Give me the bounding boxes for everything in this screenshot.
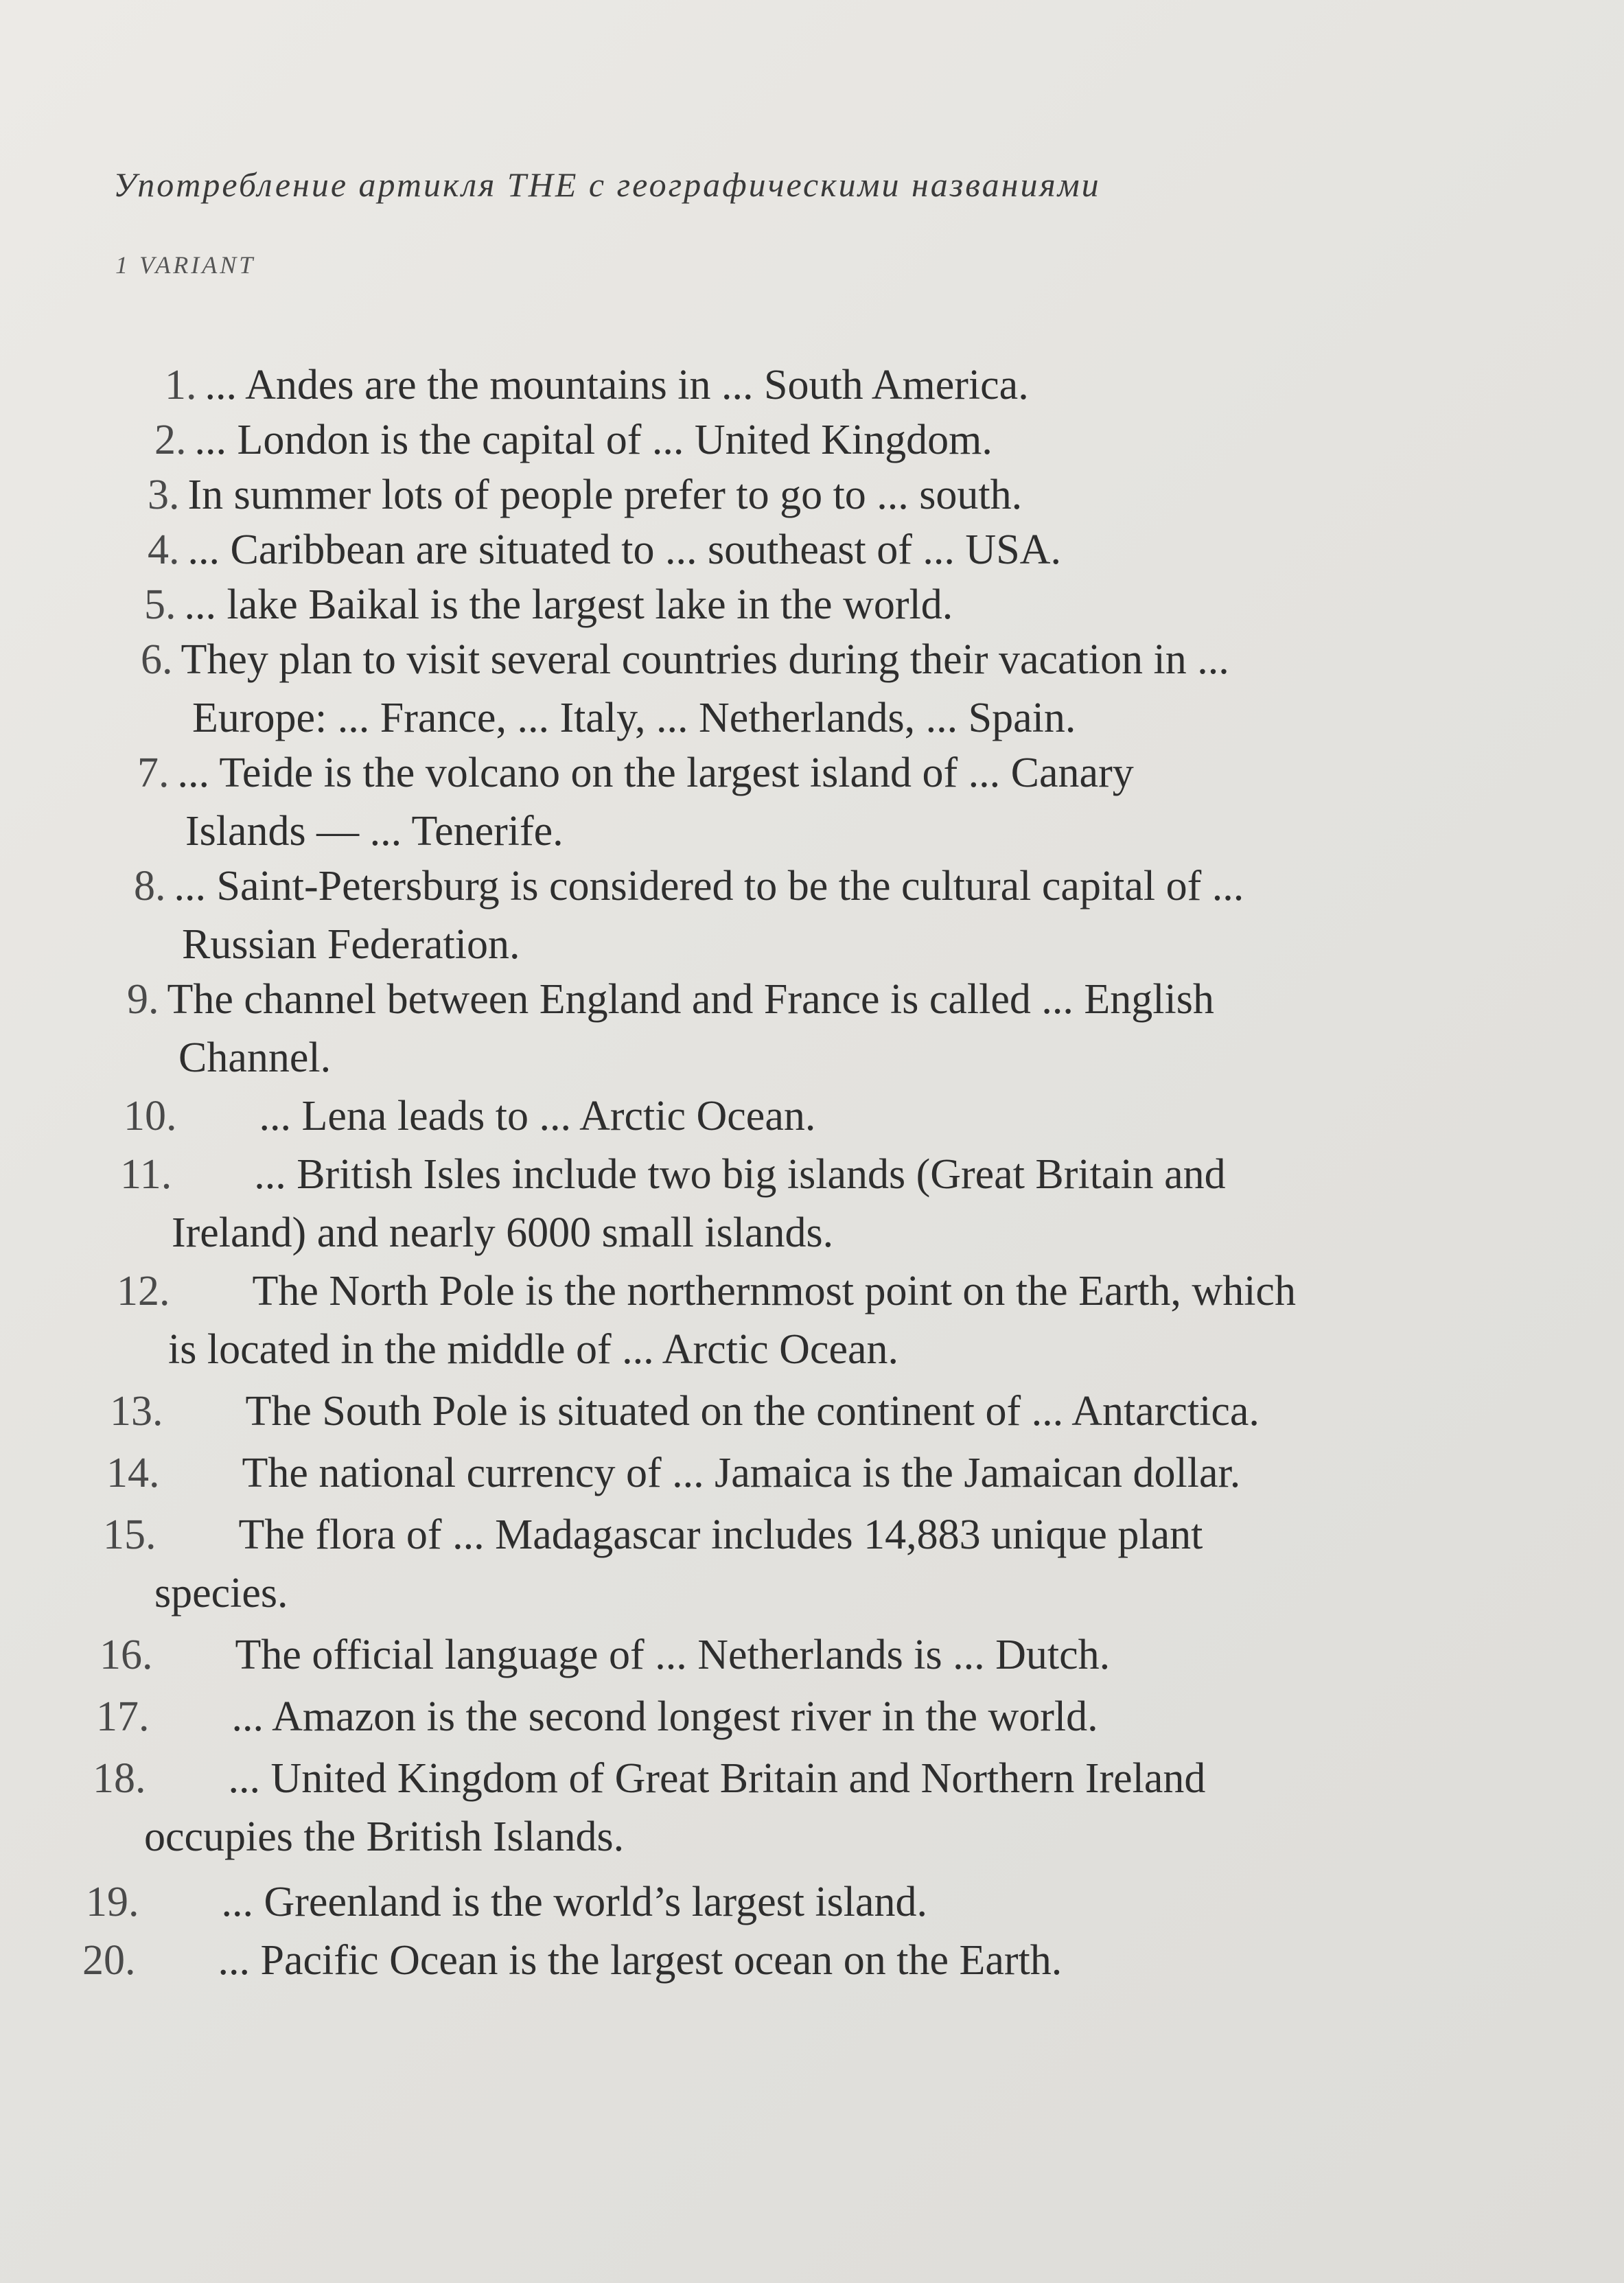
item-text: Islands — ... Tenerife. <box>185 808 564 855</box>
item-number: 9. <box>127 976 159 1023</box>
item-text: The channel between England and France is called ... English <box>167 976 1214 1023</box>
item-text: ... lake Baikal is the largest lake in the world. <box>184 581 953 628</box>
item-number: 2. <box>154 417 187 463</box>
exercise-item <box>117 1266 1296 1316</box>
item-number: 1. <box>165 362 197 408</box>
exercise-item <box>148 470 1022 520</box>
item-number: 5. <box>144 581 176 628</box>
item-number: 20. <box>82 1937 136 1984</box>
item-number: 3. <box>148 472 180 518</box>
exercise-item <box>154 415 993 465</box>
item-number: 6. <box>141 636 173 683</box>
item-text: ... Teide is the volcano on the largest island of ... Canary <box>177 750 1134 796</box>
item-text: ... Andes are the mountains in ... South America. <box>205 362 1029 408</box>
item-number: 12. <box>117 1268 170 1314</box>
item-text: ... British Isles include two big islands (Great Britain and <box>254 1151 1226 1198</box>
item-number: 10. <box>124 1093 177 1139</box>
item-text: is located in the middle of ... Arctic Ocean. <box>168 1326 898 1373</box>
variant-label: 1 VARIANT <box>115 251 256 279</box>
exercise-item-continuation <box>168 1325 898 1374</box>
exercise-item-continuation <box>172 1208 833 1258</box>
item-text: Russian Federation. <box>182 921 520 968</box>
exercise-item <box>93 1754 1205 1803</box>
item-number: 16. <box>100 1632 153 1678</box>
exercise-item <box>148 525 1061 575</box>
exercise-item <box>165 360 1029 410</box>
exercise-item <box>120 1150 1226 1199</box>
item-number: 14. <box>106 1450 160 1496</box>
exercise-item <box>127 975 1214 1024</box>
exercise-item-continuation <box>192 693 1076 743</box>
item-text: ... Greenland is the world’s largest island. <box>221 1879 928 1925</box>
item-text: They plan to visit several countries during their vacation in ... <box>181 636 1229 683</box>
item-text: The South Pole is situated on the continent of ... Antarctica. <box>245 1388 1260 1435</box>
item-text: ... Lena leads to ... Arctic Ocean. <box>259 1093 816 1139</box>
item-number: 13. <box>110 1388 163 1435</box>
item-number: 8. <box>134 863 166 909</box>
exercise-item <box>144 580 953 629</box>
exercise-item <box>124 1091 815 1141</box>
item-number: 4. <box>148 526 180 573</box>
item-text: occupies the British Islands. <box>144 1813 625 1860</box>
item-text: ... Saint-Petersburg is considered to be the cultural capital of ... <box>174 863 1244 909</box>
exercise-item <box>110 1387 1260 1436</box>
item-text: ... Caribbean are situated to ... southeast of ... USA. <box>187 526 1061 573</box>
exercise-item-continuation <box>185 807 564 856</box>
item-number: 7. <box>137 750 170 796</box>
exercise-item-continuation <box>182 920 520 969</box>
item-number: 18. <box>93 1755 146 1802</box>
item-text: ... London is the capital of ... United Kingdom. <box>194 417 993 463</box>
exercise-item <box>82 1936 1062 1985</box>
item-number: 19. <box>86 1879 139 1925</box>
item-text: The North Pole is the northernmost point on the Earth, which <box>252 1268 1296 1314</box>
exercise-item-continuation <box>144 1812 624 1862</box>
item-text: The official language of ... Netherlands is ... Dutch. <box>235 1632 1111 1678</box>
exercise-item <box>86 1877 927 1927</box>
item-text: The flora of ... Madagascar includes 14,883 unique plant <box>238 1511 1203 1558</box>
item-text: species. <box>154 1570 288 1616</box>
item-number: 15. <box>103 1511 156 1558</box>
item-text: Europe: ... France, ... Italy, ... Netherlands, ... Spain. <box>192 695 1076 741</box>
exercise-item <box>134 861 1244 911</box>
exercise-item <box>100 1630 1110 1680</box>
item-text: The national currency of ... Jamaica is the Jamaican dollar. <box>242 1450 1241 1496</box>
page-title: Употребление артикля THE с географическими названиями <box>113 165 1101 204</box>
item-number: 11. <box>120 1151 172 1198</box>
item-text: ... Amazon is the second longest river in the world. <box>231 1693 1098 1740</box>
exercise-item <box>141 635 1229 684</box>
exercise-item <box>103 1510 1203 1560</box>
exercise-item-continuation <box>178 1033 331 1082</box>
exercise-item <box>96 1692 1098 1741</box>
item-number: 17. <box>96 1693 150 1740</box>
item-text: ... United Kingdom of Great Britain and Northern Ireland <box>228 1755 1206 1802</box>
exercise-item <box>137 748 1134 798</box>
item-text: Channel. <box>178 1034 332 1081</box>
item-text: In summer lots of people prefer to go to ... south. <box>187 472 1023 518</box>
exercise-item-continuation <box>154 1568 288 1618</box>
item-text: ... Pacific Ocean is the largest ocean on the Earth. <box>218 1937 1063 1984</box>
exercise-item <box>106 1448 1240 1498</box>
item-text: Ireland) and nearly 6000 small islands. <box>172 1209 834 1256</box>
